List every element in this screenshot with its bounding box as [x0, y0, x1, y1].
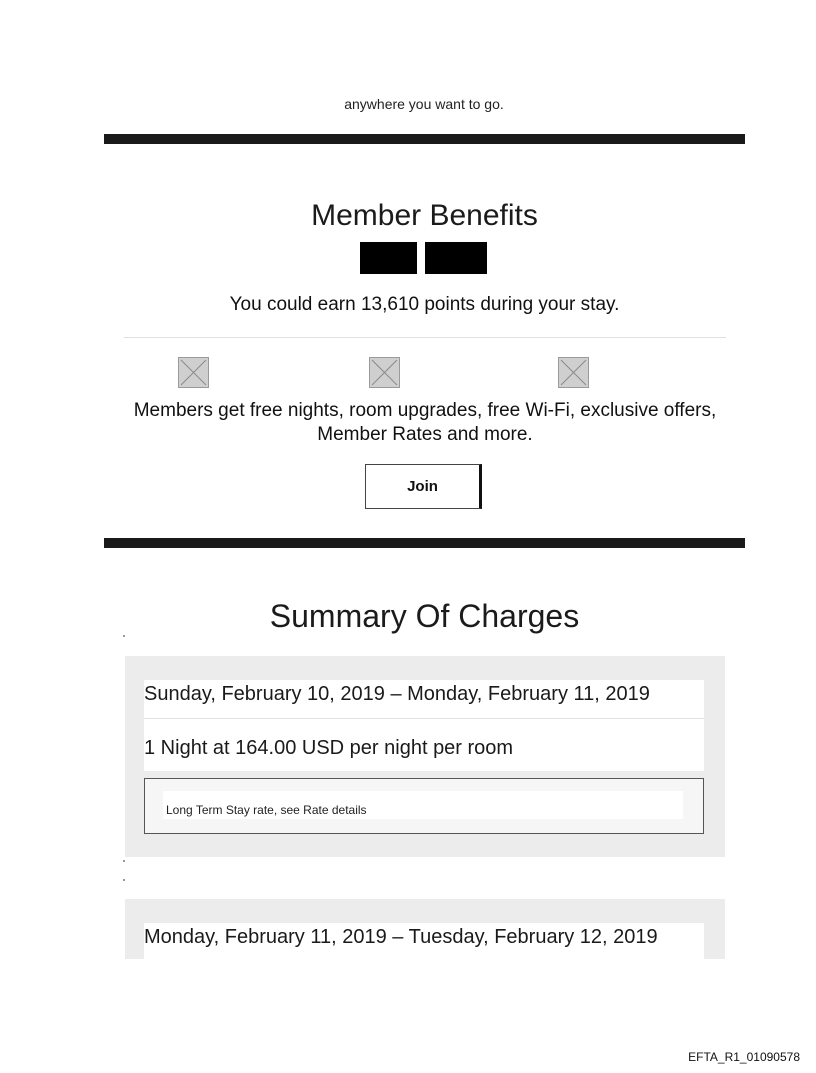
night-rate-text: 1 Night at 164.00 USD per night per room [144, 737, 514, 759]
artifact-dot [123, 635, 125, 637]
rate-details-box [144, 778, 704, 834]
redaction-block-left [360, 242, 417, 274]
redaction-block-right [425, 242, 487, 274]
stay-date-range: Monday, February 11, 2019 – Tuesday, February 12, 2019 [144, 926, 658, 948]
broken-image-icon [558, 357, 589, 388]
stay-date-range: Sunday, February 10, 2019 – Monday, February 11, 2019 [144, 683, 650, 705]
section-divider-middle [104, 538, 745, 548]
intro-text: anywhere you want to go. [344, 96, 504, 112]
document-id: EFTA_R1_01090578 [688, 1050, 800, 1064]
artifact-dot [123, 860, 125, 862]
section-divider-top [104, 134, 745, 144]
benefits-description: Members get free nights, room upgrades, free Wi-Fi, exclusive offers, Member Rates and more. [133, 400, 717, 445]
points-estimate-text: You could earn 13,610 points during your stay. [229, 294, 620, 315]
artifact-dot [123, 879, 125, 881]
member-benefits-title: Member Benefits [311, 199, 538, 232]
summary-of-charges-title: Summary Of Charges [269, 598, 580, 634]
benefits-divider [124, 337, 726, 338]
rate-details-note: Long Term Stay rate, see Rate details [166, 803, 367, 817]
broken-image-icon [178, 357, 209, 388]
broken-image-icon [369, 357, 400, 388]
join-button[interactable]: Join [365, 464, 482, 509]
